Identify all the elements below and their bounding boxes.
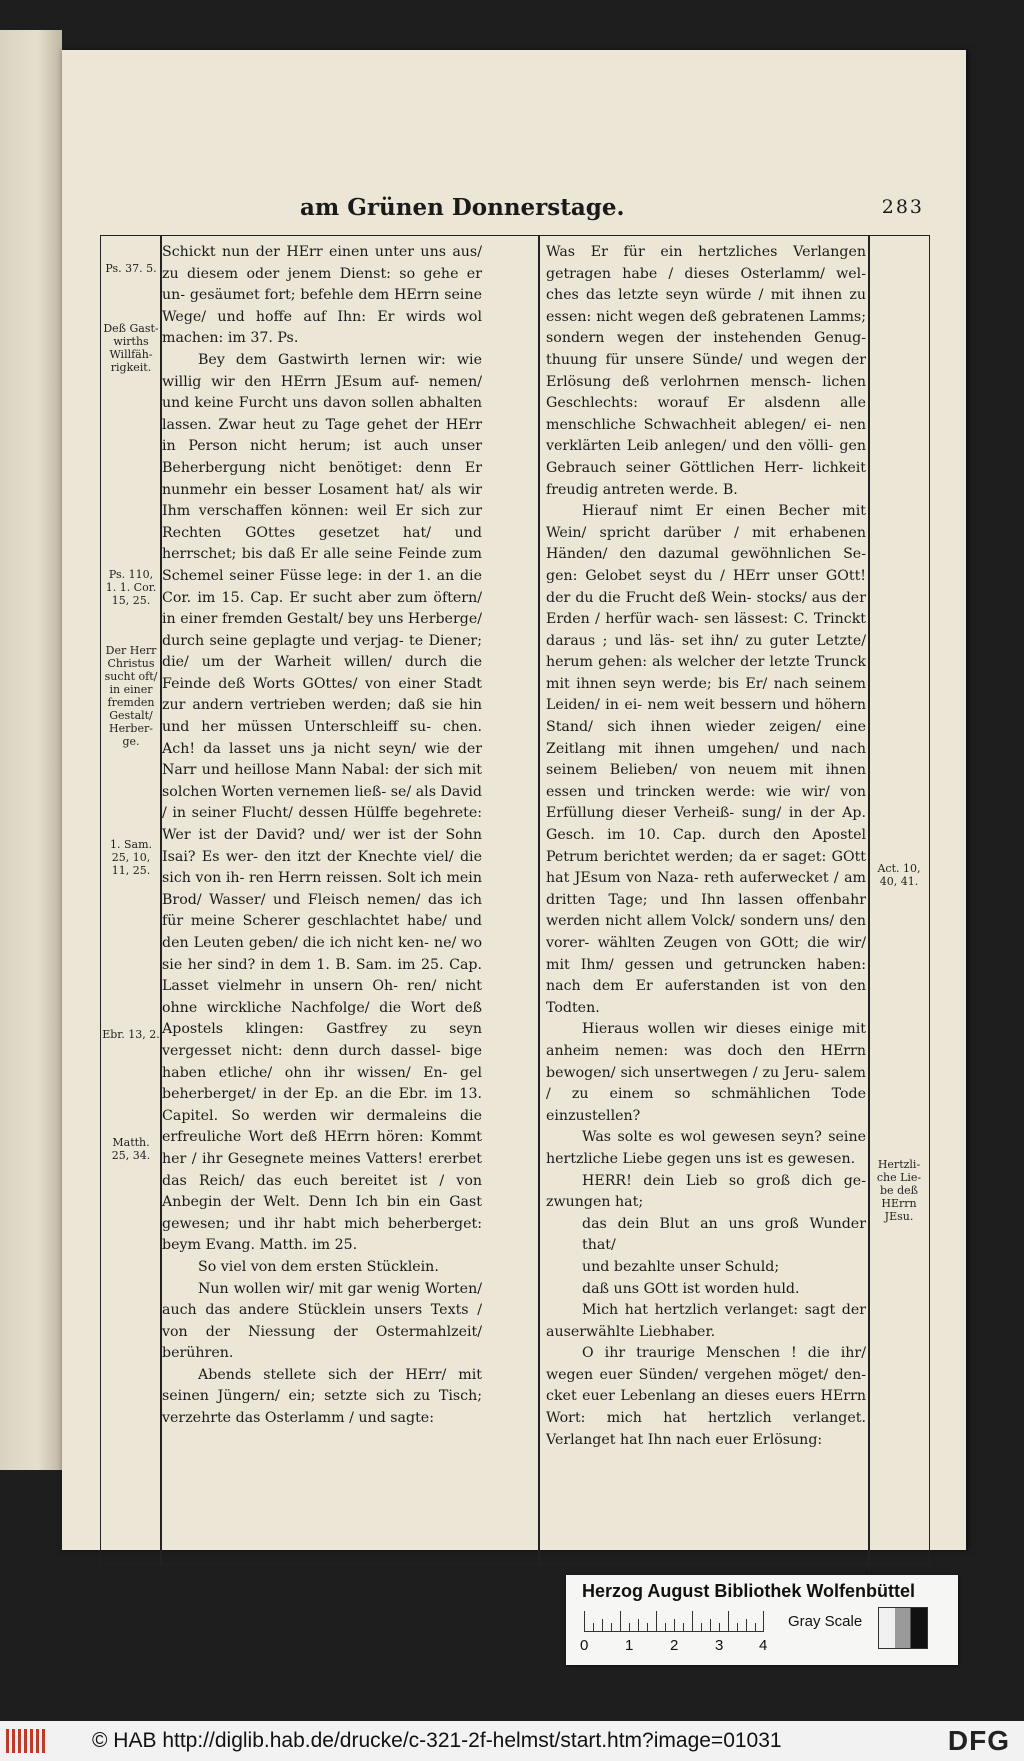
gray-scale-patch bbox=[878, 1607, 928, 1649]
bottom-rule bbox=[100, 1564, 930, 1565]
right-margin-rule bbox=[868, 235, 870, 1565]
previous-page-edge bbox=[0, 30, 62, 1470]
scale-number: 0 bbox=[580, 1637, 589, 1654]
dfg-logo: DFG bbox=[947, 1725, 1010, 1756]
margin-note: Ps. 110, 1. 1. Cor. 15, 25. bbox=[105, 568, 157, 607]
gray-scale-label: Gray Scale bbox=[788, 1613, 863, 1630]
paragraph: Mich hat hertzlich verlanget: sagt der auserwählte Liebhaber. bbox=[546, 1302, 866, 1340]
ruler-numbers bbox=[580, 1637, 770, 1657]
paragraph: Hierauf nimt Er einen Becher mit Wein/ spricht darüber / mit erhabenen Händen/ den dazumal gewöhnlichen Se- gen: Gelobet seyst du / HErr unser GOtt! der du die Frucht deß Wein- stocks/ aus der Erden / herfür wach- sen lässest: C. Trinckt daraus ; und läs- set ihn/ zu guter Letzte/ herum gehen: als welcher der letzte Trunck mit ihnen seyn werde; bis Er/ nach seinem Leiden/ in ei- nem weit bessern und höhern Stand/ sich ihnen wieder zeigen/ eine Zeitlang mit ihnen umgehen/ und nach seinem Belieben/ von neuem mit ihnen essen und trincken werde: wie wir/ von Erfüllung dieser Verheiß- sung/ in der Ap. Gesch. im 10. Cap. durch den Apostel Petrum berichtet werden; da er saget: GOtt hat JEsum von Naza- reth auferwecket / am dritten Tage; und Ihn lassen offenbahr werden nicht allem Volck/ sondern uns/ den vorer- wählten Zeugen von GOtt; die wir/ mit Ihm/ gessen und getruncken haben: nach dem Er auferstanden ist von den Todten. bbox=[546, 503, 866, 1016]
page-content bbox=[100, 142, 930, 1492]
left-column bbox=[162, 242, 482, 1430]
margin-note: 1. Sam. 25, 10, 11, 25. bbox=[109, 838, 152, 877]
ruler-scale bbox=[584, 1611, 764, 1632]
right-column bbox=[546, 242, 866, 1451]
scale-number: 3 bbox=[715, 1637, 724, 1654]
margin-note: Matth. 25, 34. bbox=[111, 1136, 151, 1162]
scale-number: 2 bbox=[670, 1637, 679, 1654]
scale-number: 1 bbox=[625, 1637, 634, 1654]
header-title: am Grünen Donnerstage. bbox=[300, 194, 625, 221]
footer-bar bbox=[0, 1721, 1024, 1761]
margin-note: Ps. 37. 5. bbox=[105, 262, 157, 275]
scale-number: 4 bbox=[759, 1637, 768, 1654]
paragraph: O ihr traurige Menschen ! die ihr/ wegen euer Sünden/ vergehen möget/ den- cket euer Lebenlang an dieses euers HErrn Wort: mich hat hertzlich verlanget. Verlanget hat Ihn nach euer Erlösung: bbox=[546, 1345, 866, 1448]
paragraph: Schickt nun der HErr einen unter uns aus/ zu diesem oder jenem Dienst: so gehe er un- gesäumet fort; befehle dem HErrn seine Wege/ und hoffe auf Ihn: Er wirds wol machen: im 37. Ps. bbox=[162, 244, 482, 347]
verse-line: daß uns GOtt ist worden huld. bbox=[582, 1280, 800, 1297]
paragraph: Nun wollen wir/ mit gar wenig Worten/ auch das andere Stücklein unsers Texts / von der Niessung der Ostermahlzeit/ berühren. bbox=[162, 1280, 482, 1362]
margin-note: Act. 10, 40, 41. bbox=[877, 862, 921, 888]
margin-note: Ebr. 13, 2. bbox=[102, 1028, 160, 1041]
paragraph: Bey dem Gastwirth lernen wir: wie willig wir den HErrn JEsum auf- nemen/ und keine Furcht uns davon sollen abhalten lassen. Zwar heut zu Tage gehet der HErr in Person nicht herum; ist auch unser Beherbergung nicht benötiget: denn Er nunmehr ein besser Losament hat/ als wir Ihm verschaffen können: weil Er sich zur Rechten GOttes gesetzet hat/ und herrschet; bis daß Er alle seine Feinde zum Schemel seiner Füsse lege: in der 1. an die Cor. im 15. Cap. Er sucht aber zum öftern/ in einer fremden Gestalt/ bey uns Herberge/ durch seine geplagte und verjag- te Diener; die/ um der Warheit willen/ durch die Feinde deß Worts GOttes/ von einer Stadt zur andern vertrieben werden; daß sie hin und her müssen Unterschleiff su- chen. Ach! da lasset uns ja nicht seyn/ wie der Narr und heillose Mann Nabal: der sich mit solchen Worten vernemen ließ- se/ als David / in seiner Flucht/ dessen Hülffe begehrete: Wer ist der David? und/ wer ist der Sohn Isai? Es wer- den itzt der Knechte viel/ die sich von ih- ren Herrn reissen. Solt ich mein Brod/ Wasser/ und Fleisch nemen/ das ich für meine Scherer geschlachtet habe/ und den Leuten geben/ die ich nicht ken- ne/ wo sie her sind? in dem 1. B. Sam. im 25. Cap. Lasset vielmehr in unsern Oh- ren/ nicht ohne wirckliche Nachfolge/ die Wort deß Apostels klingen: Gastfrey zu seyn vergesset nicht: denn durch dassel- bige haben etliche/ ohn ihr wissen/ En- gel beherberget/ in der Ep. an die Ebr. im 13. Capitel. So werden wir dermaleins die erfreuliche Wort deß HErrn hören: Kommt her / ihr Gesegnete meines Vatters! ererbet das Reich/ das euch bereitet ist / von Anbegin der Welt. Denn Ich bin ein Gast gewesen; und ihr habt mich beherberget: beym Evang. Matth. im 25. bbox=[162, 351, 482, 1254]
library-label bbox=[566, 1575, 958, 1665]
paragraph: Abends stellete sich der HErr/ mit seinen Jüngern/ ein; setzte sich zu Tisch; verzehrte das Osterlamm / und sagte: bbox=[162, 1366, 482, 1427]
paragraph: So viel von dem ersten Stücklein. bbox=[198, 1258, 439, 1275]
footer-link[interactable]: © HAB http://diglib.hab.de/drucke/c-321-2f-helmst/start.htm?image=01031 bbox=[92, 1729, 782, 1752]
page-number: 283 bbox=[881, 196, 924, 218]
verse-line: das dein Blut an uns groß Wunder that/ bbox=[582, 1215, 866, 1254]
book-page bbox=[62, 50, 966, 1550]
paragraph: Was solte es wol gewesen seyn? seine hertzliche Liebe gegen uns ist es gewesen. bbox=[546, 1129, 866, 1167]
paragraph: Was Er für ein hertzliches Verlangen getragen habe / dieses Osterlamm/ wel- ches das letzte seyn würde / mit ihnen zu essen: nicht wegen deß gebratenen Lamms; sondern wegen der instehenden Genug- thuung für unsere Sünde/ und wegen der Erlösung deß verlohrnen mensch- lichen Geschlechts: worauf Er alsdenn alle menschliche Schwachheit ablegen/ ei- nen verklärten Leib anlegen/ und den völli- gen Gebrauch seiner Göttlichen Herr- lichkeit freudig antreten werde. B. bbox=[546, 244, 866, 498]
margin-note: Hertzli- che Lie- be deß HErrn JEsu. bbox=[876, 1158, 922, 1223]
running-header bbox=[100, 194, 930, 234]
column-divider bbox=[538, 235, 540, 1565]
verse-line: und bezahlte unser Schuld; bbox=[582, 1258, 780, 1275]
margin-note: Der Herr Christus sucht oft/ in einer fremden Gestalt/ Herber- ge. bbox=[104, 644, 158, 748]
library-name: Herzog August Bibliothek Wolfenbüttel bbox=[582, 1581, 915, 1601]
verse-line: HERR! dein Lieb so groß dich ge- zwungen hat; bbox=[546, 1172, 866, 1211]
paragraph: Hieraus wollen wir dieses einige mit anheim nemen: was doch den HErrn bewogen/ sich unsertwegen / zu Jeru- salem / zu einem so schmählichen Tode einzustellen? bbox=[546, 1021, 866, 1124]
hab-logo-icon bbox=[6, 1729, 46, 1753]
margin-note: Deß Gast- wirths Willfäh- rigkeit. bbox=[103, 322, 159, 374]
